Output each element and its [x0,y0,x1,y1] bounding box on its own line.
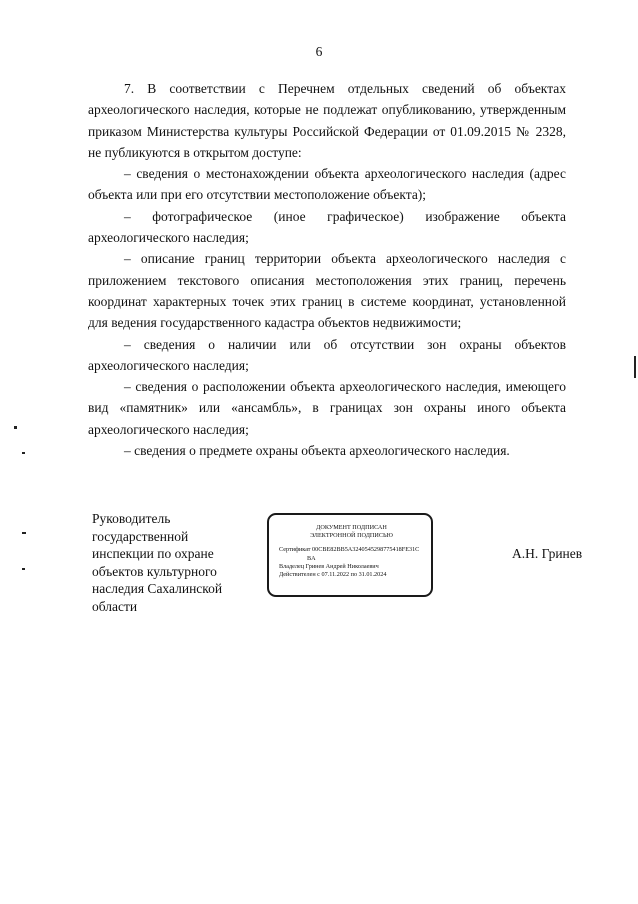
scan-mark [22,568,25,570]
scan-mark [22,452,25,454]
signer-position-line: Руководитель [92,511,171,526]
stamp-header: ЭЛЕКТРОННОЙ ПОДПИСЬЮ [310,532,393,540]
signer-position-line: объектов культурного [92,563,217,579]
stamp-certificate-suffix: BA [307,554,316,562]
scan-mark [22,532,26,534]
electronic-signature-stamp [267,513,433,597]
signer-position-line: области [92,598,138,614]
list-item-monument-location: – сведения о расположении объекта археологического наследия, имеющего вид «памятник» или «ансамбль», в границах зон охраны иного объекта археологического наследия; [88,379,566,437]
signer-position-line: государственной [92,528,189,544]
list-item-protection-subject: – сведения о предмете охраны объекта археологического наследия. [124,443,510,459]
list-item-boundaries: – описание границ территории объекта археологического наследия с приложением текстового описания местоположения этих границ, перечень координат характерных точек этих границ в системе координат, установленной для ведения государственного кадастра объектов недвижимости; [88,251,566,331]
list-item-photo: – фотографическое (иное графическое) изображение объекта археологического наследия; [88,208,566,246]
page-number: 6 [315,44,323,59]
stamp-header: ДОКУМЕНТ ПОДПИСАН [316,524,387,531]
stamp-certificate: Сертификат 00CBE82BB5A3240545298775418FE31C [279,546,420,554]
signer-name: А.Н. Гринев [512,546,583,561]
scan-mark [14,426,17,429]
stamp-validity: Действителен с 07.11.2022 по 31.01.2024 [279,571,387,579]
signer-position-line: наследия Сахалинской [92,581,223,596]
stamp-owner: Владелец Гринев Андрей Николаевич [279,562,379,570]
scan-mark [634,356,636,378]
list-item-protection-zones: – сведения о наличии или об отсутствии зон охраны объектов археологического наследия; [88,336,566,373]
signer-position-line: инспекции по охране [92,546,214,561]
document-body [88,78,566,461]
paragraph-7: 7. В соответствии с Перечнем отдельных сведений об объектах археологического наследия, которые не подлежат опубликованию, утвержденным приказом Министерства культуры Российской Федерации от 01.09.2015 № 2328, не публикуются в открытом доступе: [88,81,566,160]
list-item-location: – сведения о местонахождении объекта археологического наследия (адрес объекта или при его отсутствии местоположение объекта); [88,166,566,203]
signer-position [92,510,282,615]
